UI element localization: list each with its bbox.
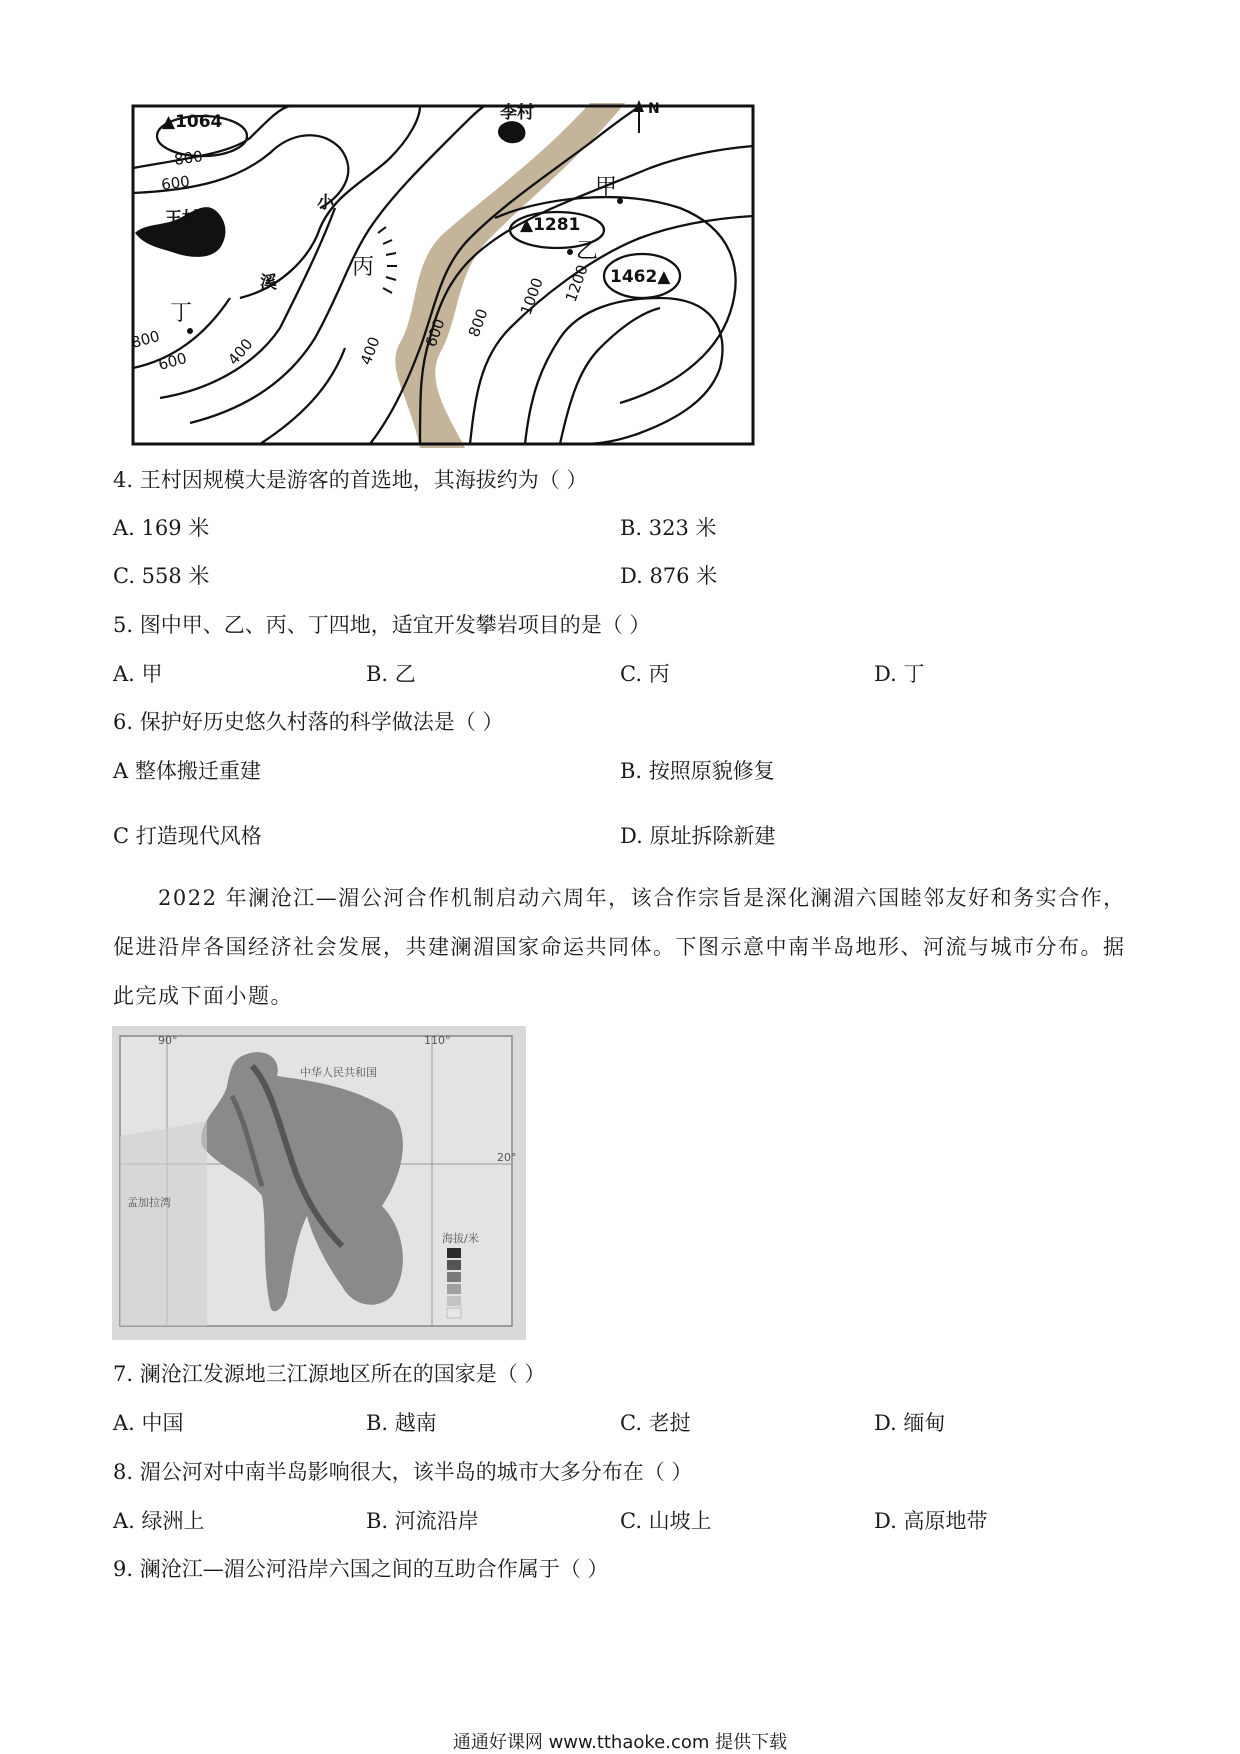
peninsula-lat: 20° (497, 1151, 517, 1164)
peninsula-legend-title: 海拔/米 (442, 1232, 479, 1245)
question-5-option-c[interactable]: C. 丙 (620, 662, 670, 686)
question-7-option-c[interactable]: C. 老挝 (620, 1411, 691, 1435)
passage-text: 2022 年澜沧江—湄公河合作机制启动六周年，该合作宗旨是深化澜湄六国睦邻友好和务实合作，促进沿岸各国经济社会发展，共建澜湄国家命运共同体。下图示意中南半岛地形、河流与城市分布。据此完成下面小题。 (113, 886, 1126, 1008)
page-footer: 通通好课网 www.tthaoke.com 提供下载 (452, 1732, 788, 1753)
wang-village-label: 王村 (165, 209, 199, 229)
question-5-option-b[interactable]: B. 乙 (366, 662, 416, 686)
question-4-option-c[interactable]: C. 558 米 (113, 564, 210, 588)
peninsula-sea-label: 孟加拉湾 (127, 1196, 171, 1209)
contour-label-800-a: 800 (173, 147, 204, 169)
question-9-stem: 9. 澜沧江—湄公河沿岸六国之间的互助合作属于（ ） (113, 1557, 609, 1581)
question-4-option-b[interactable]: B. 323 米 (620, 516, 717, 540)
question-7-option-b[interactable]: B. 越南 (366, 1411, 437, 1435)
question-6-option-c[interactable]: C 打造现代风格 (113, 824, 262, 848)
question-4-option-a[interactable]: A. 169 米 (113, 516, 210, 540)
question-6-option-d[interactable]: D. 原址拆除新建 (620, 824, 776, 848)
contour-label-800-b: 800 (129, 327, 162, 352)
li-village-label: 李村 (500, 103, 534, 123)
question-5-option-d[interactable]: D. 丁 (874, 662, 925, 686)
peak-1064-label: ▲1064 (162, 112, 223, 132)
topographic-map (120, 98, 760, 453)
question-5-option-a[interactable]: A. 甲 (113, 662, 163, 686)
question-7-option-d[interactable]: D. 缅甸 (874, 1411, 946, 1435)
question-7-option-a[interactable]: A. 中国 (113, 1411, 184, 1435)
question-7-stem: 7. 澜沧江发源地三江源地区所在的国家是（ ） (113, 1362, 546, 1386)
question-6-option-b[interactable]: B. 按照原貌修复 (620, 759, 775, 783)
li-village-shape (498, 121, 525, 143)
contour-label-800-c: 800 (464, 306, 492, 340)
contour-label-400-b: 400 (356, 334, 384, 368)
bing-label: 丙 (352, 255, 375, 280)
peninsula-map-svg (112, 1026, 526, 1340)
question-6-stem: 6. 保护好历史悠久村落的科学做法是（ ） (113, 710, 504, 734)
jia-label: 甲 (595, 175, 618, 200)
peak-1281-label: ▲1281 (520, 215, 581, 235)
yi-label: 乙 (576, 239, 599, 264)
ding-dot (187, 328, 193, 334)
contour-label-400-a: 400 (224, 335, 257, 369)
passage (113, 874, 1133, 1021)
question-8-stem: 8. 湄公河对中南半岛影响很大，该半岛的城市大多分布在（ ） (113, 1460, 693, 1484)
cliff-hachures (378, 227, 397, 293)
contour-label-1000: 1000 (516, 275, 547, 318)
peak-1462-label: 1462▲ (610, 267, 671, 287)
question-4-option-d[interactable]: D. 876 米 (620, 564, 718, 588)
question-8-option-d[interactable]: D. 高原地带 (874, 1509, 988, 1533)
yi-dot (567, 249, 573, 255)
question-8-option-c[interactable]: C. 山坡上 (620, 1509, 712, 1533)
contour-label-1200: 1200 (561, 262, 592, 305)
contour-label-600-b: 600 (156, 349, 189, 374)
question-5-stem: 5. 图中甲、乙、丙、丁四地，适宜开发攀岩项目的是（ ） (113, 613, 651, 637)
question-6-option-a[interactable]: A 整体搬迁重建 (113, 759, 261, 783)
river-band (395, 103, 625, 448)
question-8-option-b[interactable]: B. 河流沿岸 (366, 1509, 479, 1533)
jia-dot (617, 198, 623, 204)
river-label-2: 溪 (260, 273, 277, 293)
question-4-stem: 4. 王村因规模大是游客的首选地，其海拔约为（ ） (113, 468, 588, 492)
contour-label-600-a: 600 (160, 172, 191, 194)
peninsula-map (112, 1026, 526, 1340)
river-label: 小 (317, 193, 334, 213)
north-label: N (648, 101, 660, 117)
topographic-map-svg (120, 98, 760, 453)
peninsula-lon2: 110° (424, 1034, 451, 1047)
peninsula-lon1: 90° (158, 1034, 178, 1047)
contour-label-600-c: 600 (421, 316, 449, 350)
question-8-option-a[interactable]: A. 绿洲上 (113, 1509, 205, 1533)
peninsula-country-label: 中华人民共和国 (300, 1066, 377, 1079)
ding-label: 丁 (170, 301, 193, 326)
